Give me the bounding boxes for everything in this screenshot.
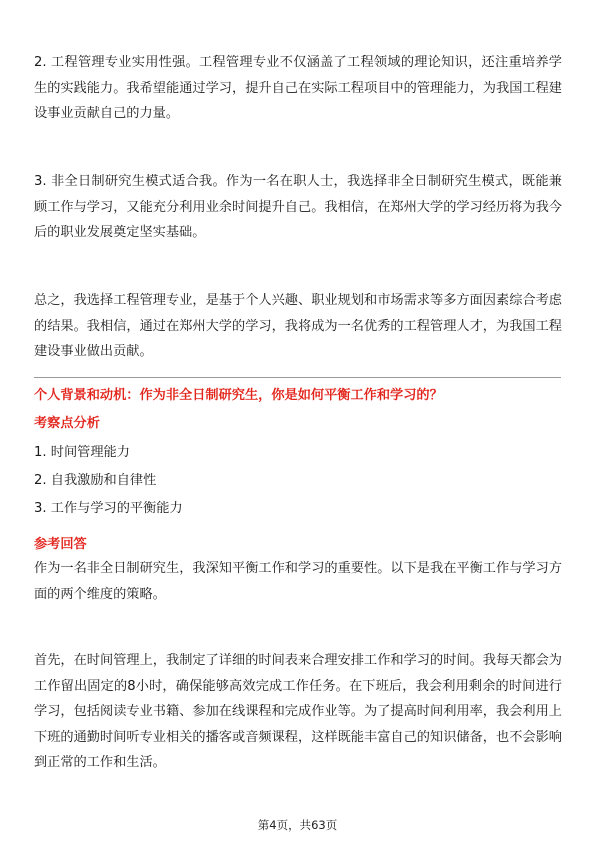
paragraph-point-2: 2. 工程管理专业实用性强。工程管理专业不仅涵盖了工程领域的理论知识，还注重培养学生的实践能力。我希望能通过学习，提升自己在实际工程项目中的管理能力，为我国工程建设事业贡献自己的力量。 [34,55,562,121]
answer-paragraph-time-management: 首先，在时间管理上，我制定了详细的时间表来合理安排工作和学习的时间。我每天都会为工作留出固定的8小时，确保能够高效完成工作任务。在下班后，我会利用剩余的时间进行学习，包括阅读专业书籍、参加在线课程和完成作业等。为了提高时间利用率，我会利用上下班的通勤时间听专业相关的播客或音频课程，这样既能丰富自己的知识储备，也不会影响到正常的工作和生活。 [34,653,562,770]
answer-intro: 作为一名非全日制研究生，我深知平衡工作和学习的重要性。以下是我在平衡工作与学习方面的两个维度的策略。 [34,561,562,602]
paragraph-point-3: 3. 非全日制研究生模式适合我。作为一名在职人士，我选择非全日制研究生模式，既能兼顾工作与学习，又能充分利用业余时间提升自己。我相信，在郑州大学的学习经历将为我今后的职业发展奠定坚实基础。 [34,174,562,240]
page-number: 第4页，共63页 [257,818,338,832]
question-title: 个人背景和动机：作为非全日制研究生，你是如何平衡工作和学习的？ [34,388,443,403]
section-divider [34,377,561,378]
answer-heading: 参考回答 [34,537,87,552]
analysis-item: 2. 自我激励和自律性 [34,473,157,488]
analysis-item: 3. 工作与学习的平衡能力 [34,501,183,516]
analysis-item: 1. 时间管理能力 [34,445,130,460]
paragraph-summary: 总之，我选择工程管理专业，是基于个人兴趣、职业规划和市场需求等多方面因素综合考虑的结果。我相信，通过在郑州大学的学习，我将成为一名优秀的工程管理人才，为我国工程建设事业做出贡献。 [34,293,562,359]
analysis-heading: 考察点分析 [34,416,100,431]
